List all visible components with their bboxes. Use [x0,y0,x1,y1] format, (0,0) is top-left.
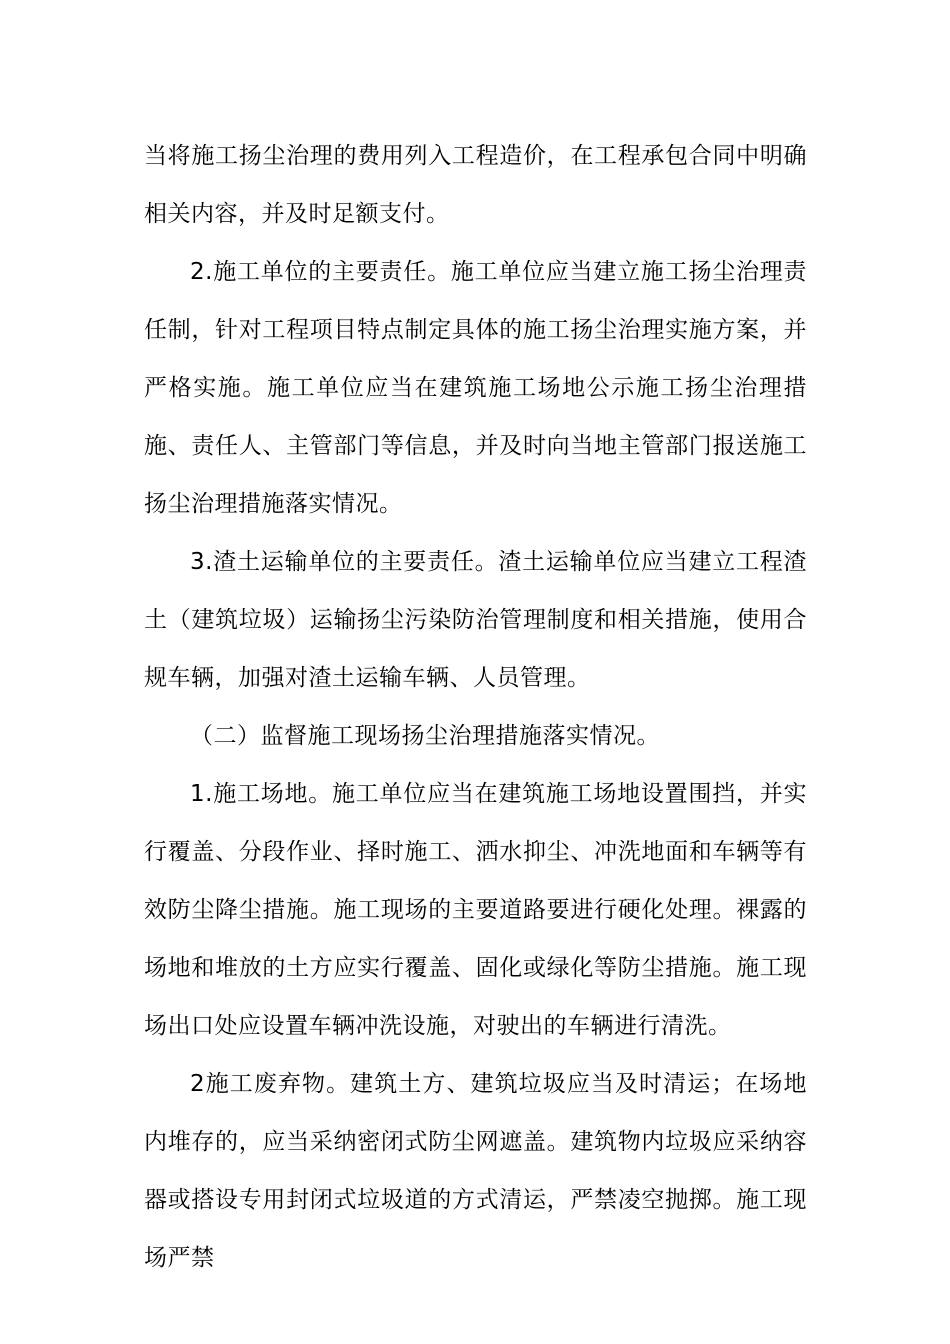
paragraph-transport-unit: 3.渣土运输单位的主要责任。渣土运输单位应当建立工程渣土（建筑垃圾）运输扬尘污染防治管理制度和相关措施，使用合规车辆，加强对渣土运输车辆、人员管理。 [144,549,807,691]
document-body [144,127,807,1287]
paragraph-construction-site: 1.施工场地。施工单位应当在建筑施工场地设置围挡，并实行覆盖、分段作业、择时施工、洒水抑尘、冲洗地面和车辆等有效防尘降尘措施。施工现场的主要道路要进行硬化处理。裸露的场地和堆放的土方应实行覆盖、固化或绿化等防尘措施。施工现场出口处应设置车辆冲洗设施，对驶出的车辆进行清洗。 [144,781,807,1039]
paragraph-construction-waste: 2施工废弃物。建筑土方、建筑垃圾应当及时清运；在场地内堆存的，应当采纳密闭式防尘网遮盖。建筑物内垃圾应采纳容器或搭设专用封闭式垃圾道的方式清运，严禁凌空抛掷。施工现场严禁 [144,1071,807,1271]
section-heading-supervision: （二）监督施工现场扬尘治理措施落实情况。 [190,723,660,749]
paragraph-continuation: 当将施工扬尘治理的费用列入工程造价，在工程承包合同中明确相关内容，并及时足额支付。 [144,143,807,227]
paragraph-construction-unit: 2.施工单位的主要责任。施工单位应当建立施工扬尘治理责任制，针对工程项目特点制定具体的施工扬尘治理实施方案，并严格实施。施工单位应当在建筑施工场地公示施工扬尘治理措施、责任人、主管部门等信息，并及时向当地主管部门报送施工扬尘治理措施落实情况。 [144,259,807,517]
